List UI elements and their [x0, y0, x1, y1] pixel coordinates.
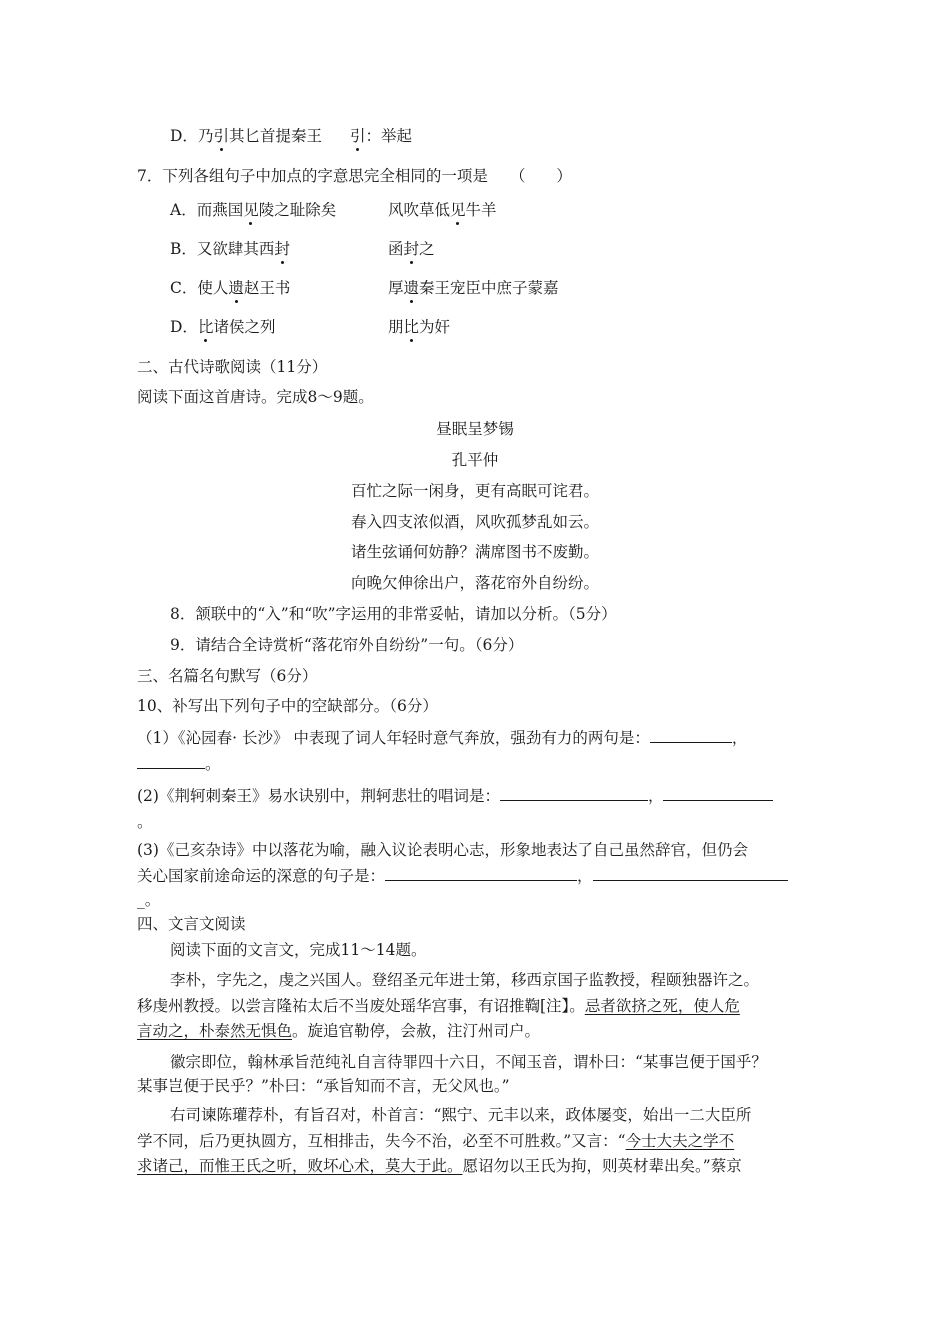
- text: 函: [388, 240, 404, 258]
- answer-blank[interactable]: [137, 754, 205, 769]
- passage-para-2-line-2: 某事岂便于民乎？”朴曰：“承旨知而不言，无父风也。”: [137, 1077, 510, 1095]
- text: 风吹草低: [388, 201, 451, 219]
- text: 其匕首提秦王: [228, 127, 322, 145]
- q7-option-d: [170, 317, 275, 337]
- text: 秦王宠臣中庶子蒙嘉: [419, 279, 559, 297]
- q7-option-b-right: [388, 239, 435, 259]
- option-label: D．: [170, 318, 198, 336]
- q10-item-3-end: _。: [137, 891, 161, 909]
- text: 之: [419, 240, 435, 258]
- text: 诸侯之列: [213, 318, 276, 336]
- item-text: 关心国家前途命运的深意的句子是：: [137, 867, 386, 885]
- text: 使人: [197, 279, 229, 297]
- dotted-char: 见: [243, 201, 259, 219]
- q10-item-3-cont: [137, 866, 788, 886]
- q10-item-2: [137, 786, 773, 806]
- section-2-heading: 二、古代诗歌阅读（11分）: [137, 358, 328, 376]
- text: 牛羊: [465, 201, 497, 219]
- dotted-char: 封: [274, 240, 290, 258]
- underlined-sentence: 求诸己，而惟王氏之听，败坏心术，莫大于此。: [137, 1157, 463, 1175]
- dotted-char: 引: [213, 127, 229, 145]
- underlined-sentence: 言动之，朴泰然无惧色: [137, 1022, 293, 1040]
- dotted-char: 封: [403, 240, 420, 258]
- dotted-char: 遗: [228, 279, 244, 297]
- section-4-intro: 阅读下面的文言文，完成11～14题。: [170, 941, 427, 959]
- q7-option-c: [170, 278, 290, 298]
- answer-blank[interactable]: [650, 728, 732, 743]
- q7-option-c-right: [388, 278, 559, 298]
- q7-option-d-right: [388, 317, 450, 337]
- section-3-heading: 三、名篇名句默写（6分）: [137, 667, 318, 685]
- dotted-char: 比: [197, 318, 214, 336]
- q10-item-1-cont: [137, 754, 221, 774]
- item-text: (2)《荆轲刺秦王》易水诀别中，荆轲悲壮的唱词是：: [137, 787, 500, 805]
- q10-item-3: (3)《己亥杂诗》中以落花为喻，融入议论表明心志，形象地表达了自己虽然辞官，但仍会: [137, 841, 748, 859]
- q10-item-2-end: 。: [137, 813, 153, 831]
- text: 陵之耻除矣: [258, 201, 337, 219]
- question-9: 9．请结合全诗赏析“落花帘外自纷纷”一句。（6分）: [170, 636, 524, 654]
- option-label: B．: [170, 240, 197, 258]
- passage-para-3-line-1: 右司谏陈瓘荐朴，有旨召对，朴首言：“熙宁、元丰以来，政体屡变，始出一二大臣所: [170, 1106, 752, 1124]
- passage-para-1-line-3: [137, 1021, 540, 1041]
- passage-text: 移虔州教授。以尝言隆祐太后不当废处瑶华宫事，有诏推鞫[注】。: [137, 997, 585, 1015]
- passage-para-1-line-2: [137, 996, 740, 1016]
- punctuation: ，: [731, 729, 748, 747]
- option-label: D．: [170, 127, 198, 145]
- passage-text: 。旋追官勒停，会赦，注汀州司户。: [292, 1022, 541, 1040]
- q7-option-b: [170, 239, 290, 259]
- q7-option-a: [170, 200, 336, 220]
- text: 赵王书: [243, 279, 291, 297]
- passage-para-2-line-1: 徽宗即位，翰林承旨范纯礼自言待罪四十六日，不闻玉音，谓朴曰：“某事岂便于国乎？: [170, 1053, 767, 1071]
- dotted-char: 见: [450, 201, 466, 219]
- passage-text: 学不同，后乃更执圆方，互相排击，失今不治，必至不可胜救。”又言：“: [137, 1132, 626, 1150]
- punctuation: ，: [647, 787, 664, 805]
- dotted-char: 比: [403, 318, 420, 336]
- poem-line: 诸生弦诵何妨静？满席图书不废勤。: [350, 543, 599, 561]
- poem-line: 百忙之际一闲身，更有高眠可诧君。: [350, 482, 599, 500]
- q7-option-a-right: [388, 200, 497, 220]
- dotted-char: 引: [349, 127, 366, 145]
- poem-title: 昼眠呈梦锡: [436, 420, 514, 438]
- q6-option-d: [170, 126, 412, 146]
- poem-line: 春入四支浓似酒，风吹孤梦乱如云。: [350, 513, 599, 531]
- dotted-char: 遗: [403, 279, 420, 297]
- question-8: 8．颔联中的“入”和“吹”字运用的非常妥帖，请加以分析。（5分）: [170, 605, 617, 623]
- text: 厚: [388, 279, 404, 297]
- poem-author: 孔平仲: [451, 451, 499, 469]
- option-label: A．: [170, 201, 197, 219]
- section-4-heading: 四、文言文阅读: [137, 915, 246, 933]
- text: 而燕国: [196, 201, 244, 219]
- passage-para-1-line-1: 李朴，字先之，虔之兴国人。登绍圣元年进士第，移西京国子监教授，程颐独器许之。: [170, 971, 760, 989]
- option-label: C．: [170, 279, 198, 297]
- section-2-intro: 阅读下面这首唐诗。完成8～9题。: [137, 388, 374, 406]
- question-text: 7．下列各组句子中加点的字意思完全相同的一项是: [137, 167, 488, 185]
- item-text: （1）《沁园春· 长沙》 中表现了词人年轻时意气奔放，强劲有力的两句是：: [137, 729, 650, 747]
- answer-blank[interactable]: [593, 866, 788, 881]
- underlined-sentence: 忌者欲挤之死，使人危: [584, 997, 740, 1015]
- punctuation: ，: [577, 867, 593, 885]
- text: 为奸: [419, 318, 451, 336]
- text: ：举起: [365, 127, 413, 145]
- text: 又欲肆其西: [196, 240, 275, 258]
- answer-blank[interactable]: [500, 786, 648, 801]
- passage-para-3-line-2: [137, 1131, 734, 1151]
- answer-blank[interactable]: [385, 866, 577, 881]
- underlined-sentence: 今士大夫之学不: [625, 1132, 735, 1150]
- passage-text: 愿诏勿以王氏为拘，则英材辈出矣。”蔡京: [462, 1157, 742, 1175]
- q10-item-1: [137, 728, 747, 748]
- text: 朋: [388, 318, 404, 336]
- poem-line: 向晚欠伸徐出户，落花帘外自纷纷。: [350, 574, 599, 592]
- punctuation: 。: [205, 755, 221, 773]
- text: 乃: [197, 127, 214, 145]
- answer-paren: （ ）: [509, 167, 572, 185]
- passage-para-3-line-3: [137, 1156, 742, 1176]
- answer-blank[interactable]: [663, 786, 773, 801]
- q7-stem: [137, 166, 572, 186]
- question-10: 10、补写出下列句子中的空缺部分。（6分）: [137, 697, 438, 715]
